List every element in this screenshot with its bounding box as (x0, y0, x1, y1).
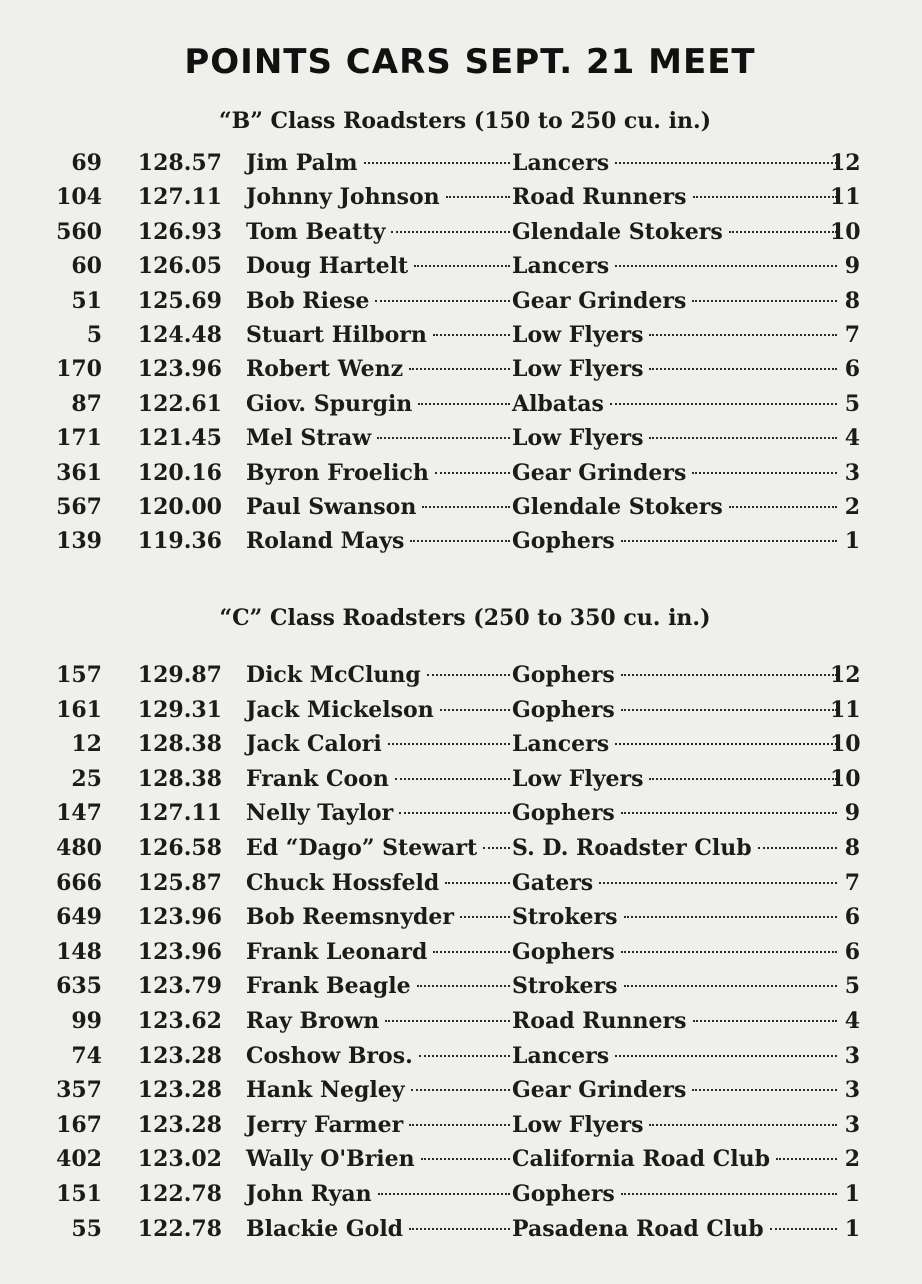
dot-leader (624, 985, 837, 987)
points-value: 12 (830, 662, 861, 688)
driver-cell (246, 249, 512, 283)
driver-cell (246, 900, 512, 934)
driver-name: Wally O'Brien (246, 1146, 415, 1173)
club-name: Gophers (512, 1180, 615, 1207)
club-cell (512, 1142, 839, 1176)
result-row (0, 146, 922, 180)
result-row (0, 421, 922, 455)
dot-leader (378, 1193, 510, 1195)
dot-leader (621, 1193, 837, 1195)
dot-leader (615, 162, 837, 164)
driver-cell (246, 456, 512, 490)
points-value: 5 (844, 973, 860, 1000)
speed-mph: 120.00 (137, 493, 222, 520)
club-name: Low Flyers (512, 1111, 644, 1138)
speed-mph: 121.45 (137, 425, 222, 452)
dot-leader (649, 1124, 837, 1126)
driver-name: Robert Wenz (246, 356, 404, 383)
result-row (0, 1108, 922, 1143)
driver-name: Bob Riese (246, 287, 370, 314)
dot-leader (615, 1055, 837, 1057)
club-name: Pasadena Road Club (512, 1215, 764, 1242)
dot-leader (422, 506, 510, 508)
club-name: California Road Club (512, 1146, 770, 1173)
result-row (0, 387, 922, 421)
dot-leader (409, 368, 510, 370)
driver-cell (246, 1004, 512, 1038)
points-value: 3 (844, 459, 860, 486)
dot-leader (385, 1020, 510, 1022)
driver-name: Doug Hartelt (246, 253, 409, 280)
dot-leader (409, 1228, 510, 1230)
dot-leader (435, 472, 510, 474)
dot-leader (621, 951, 837, 953)
driver-name: Mel Straw (246, 425, 372, 452)
driver-name: Jim Palm (246, 150, 358, 176)
dot-leader (419, 1055, 510, 1057)
car-number: 148 (56, 938, 102, 965)
club-cell (512, 1177, 839, 1211)
car-number: 402 (56, 1146, 102, 1173)
result-row (0, 693, 922, 728)
driver-name: Byron Froelich (246, 459, 429, 486)
dot-leader (624, 916, 837, 918)
car-number: 560 (56, 218, 102, 245)
dot-leader (445, 882, 510, 884)
points-value: 10 (830, 218, 861, 245)
result-row (0, 249, 922, 283)
driver-cell (246, 831, 512, 865)
driver-cell (246, 969, 512, 1003)
result-row (0, 796, 922, 831)
car-number: 55 (71, 1215, 102, 1242)
dot-leader (414, 265, 510, 267)
car-number: 147 (56, 800, 102, 827)
club-name: Low Flyers (512, 321, 644, 348)
driver-cell (246, 693, 512, 727)
result-row (0, 284, 922, 318)
car-number: 99 (71, 1007, 102, 1034)
car-number: 139 (56, 528, 102, 555)
speed-mph: 124.48 (137, 321, 222, 348)
dot-leader (391, 231, 510, 233)
club-name: Albatas (512, 390, 604, 417)
speed-mph: 125.87 (137, 869, 222, 896)
club-name: Road Runners (512, 184, 687, 211)
result-row (0, 727, 922, 762)
dot-leader (758, 847, 837, 849)
dot-leader (649, 334, 837, 336)
dot-leader (621, 540, 837, 542)
car-number: 60 (71, 253, 102, 280)
speed-mph: 126.05 (137, 253, 222, 280)
club-name: Gaters (512, 869, 594, 896)
points-value: 6 (844, 904, 860, 931)
points-value: 6 (844, 938, 860, 965)
driver-name: Jack Calori (246, 731, 382, 758)
dot-leader (421, 1158, 510, 1160)
driver-cell (246, 318, 512, 352)
section-heading-c-class: “C” Class Roadsters (250 to 350 cu. in.) (219, 605, 711, 631)
car-number: 5 (86, 321, 102, 348)
speed-mph: 128.57 (137, 150, 222, 176)
club-cell (512, 352, 839, 386)
club-cell (512, 318, 839, 352)
club-name: Strokers (512, 904, 618, 931)
car-number: 104 (56, 184, 102, 211)
speed-mph: 123.28 (137, 1111, 222, 1138)
driver-cell (246, 1073, 512, 1107)
driver-name: Ray Brown (246, 1007, 380, 1034)
page-title: POINTS CARS SEPT. 21 MEET (184, 42, 756, 82)
speed-mph: 123.96 (137, 356, 222, 383)
dot-leader (692, 300, 837, 302)
dot-leader (377, 437, 510, 439)
driver-cell (246, 658, 512, 692)
car-number: 170 (56, 356, 102, 383)
driver-cell (246, 180, 512, 214)
car-number: 480 (56, 834, 102, 861)
result-row (0, 762, 922, 797)
speed-mph: 123.79 (137, 973, 222, 1000)
dot-leader (649, 437, 837, 439)
points-value: 11 (830, 184, 861, 211)
results-list-b-class (0, 146, 922, 559)
driver-name: Chuck Hossfeld (246, 869, 440, 896)
points-value: 1 (844, 1180, 860, 1207)
driver-cell (246, 1108, 512, 1142)
driver-cell (246, 387, 512, 421)
speed-mph: 122.61 (137, 390, 222, 417)
club-name: Lancers (512, 150, 610, 176)
driver-cell (246, 421, 512, 455)
club-cell (512, 866, 839, 900)
dot-leader (427, 674, 510, 676)
driver-name: Tom Beatty (246, 218, 386, 245)
speed-mph: 127.11 (137, 184, 222, 211)
result-row (0, 935, 922, 970)
speed-mph: 123.96 (137, 904, 222, 931)
driver-name: Hank Negley (246, 1077, 405, 1104)
club-cell (512, 1073, 839, 1107)
dot-leader (729, 231, 837, 233)
points-value: 7 (844, 321, 860, 348)
club-cell (512, 146, 839, 180)
driver-name: Frank Beagle (246, 973, 411, 1000)
points-value: 10 (830, 731, 861, 758)
result-row (0, 1142, 922, 1177)
result-row (0, 969, 922, 1004)
points-value: 6 (844, 356, 860, 383)
speed-mph: 129.87 (137, 662, 222, 688)
club-name: Strokers (512, 973, 618, 1000)
club-name: S. D. Roadster Club (512, 834, 752, 861)
driver-cell (246, 352, 512, 386)
dot-leader (776, 1158, 837, 1160)
dot-leader (440, 709, 510, 711)
club-cell (512, 900, 839, 934)
dot-leader (399, 812, 510, 814)
driver-name: Paul Swanson (246, 493, 417, 520)
dot-leader (417, 985, 510, 987)
results-list-c-class (0, 658, 922, 1246)
driver-cell (246, 1142, 512, 1176)
club-name: Gear Grinders (512, 287, 687, 314)
points-value: 2 (844, 1146, 860, 1173)
club-cell (512, 796, 839, 830)
driver-cell (246, 284, 512, 318)
club-name: Low Flyers (512, 425, 644, 452)
club-cell (512, 727, 839, 761)
club-name: Gophers (512, 938, 615, 965)
dot-leader (395, 778, 510, 780)
club-name: Low Flyers (512, 356, 644, 383)
points-value: 3 (844, 1111, 860, 1138)
result-row (0, 215, 922, 249)
dot-leader (693, 1020, 838, 1022)
driver-cell (246, 935, 512, 969)
driver-name: Frank Coon (246, 765, 389, 792)
club-cell (512, 831, 839, 865)
result-row (0, 658, 922, 693)
section-heading-b-class: “B” Class Roadsters (150 to 250 cu. in.) (218, 108, 712, 134)
driver-name: John Ryan (246, 1180, 372, 1207)
driver-cell (246, 762, 512, 796)
dot-leader (410, 540, 510, 542)
driver-cell (246, 490, 512, 524)
points-value: 11 (830, 696, 861, 723)
club-cell (512, 693, 839, 727)
speed-mph: 125.69 (137, 287, 222, 314)
points-value: 4 (844, 1007, 860, 1034)
speed-mph: 123.02 (137, 1146, 222, 1173)
result-row (0, 456, 922, 490)
dot-leader (433, 334, 510, 336)
speed-mph: 126.93 (137, 218, 222, 245)
dot-leader (460, 916, 510, 918)
result-row (0, 318, 922, 352)
car-number: 666 (56, 869, 102, 896)
driver-cell (246, 796, 512, 830)
speed-mph: 122.78 (137, 1180, 222, 1207)
speed-mph: 129.31 (137, 696, 222, 723)
points-value: 1 (844, 1215, 860, 1242)
dot-leader (621, 812, 837, 814)
result-row (0, 1073, 922, 1108)
dot-leader (729, 506, 837, 508)
dot-leader (621, 709, 837, 711)
car-number: 87 (71, 390, 102, 417)
points-value: 4 (844, 425, 860, 452)
car-number: 357 (56, 1077, 102, 1104)
car-number: 171 (56, 425, 102, 452)
dot-leader (649, 778, 837, 780)
points-value: 5 (844, 390, 860, 417)
points-value: 12 (830, 150, 861, 176)
club-cell (512, 180, 839, 214)
result-row (0, 866, 922, 901)
points-value: 2 (844, 493, 860, 520)
points-value: 7 (844, 869, 860, 896)
driver-name: Coshow Bros. (246, 1042, 413, 1069)
club-cell (512, 249, 839, 283)
club-name: Glendale Stokers (512, 218, 723, 245)
points-value: 9 (844, 800, 860, 827)
dot-leader (649, 368, 837, 370)
speed-mph: 123.96 (137, 938, 222, 965)
dot-leader (692, 472, 837, 474)
club-cell (512, 490, 839, 524)
speed-mph: 128.38 (137, 731, 222, 758)
club-cell (512, 215, 839, 249)
car-number: 69 (71, 150, 102, 176)
club-cell (512, 935, 839, 969)
speed-mph: 127.11 (137, 800, 222, 827)
driver-cell (246, 146, 512, 180)
club-name: Lancers (512, 253, 610, 280)
dot-leader (409, 1124, 510, 1126)
dot-leader (610, 403, 837, 405)
dot-leader (375, 300, 510, 302)
driver-name: Nelly Taylor (246, 800, 394, 827)
driver-name: Stuart Hilborn (246, 321, 427, 348)
result-row (0, 490, 922, 524)
result-row (0, 1212, 922, 1247)
driver-cell (246, 1177, 512, 1211)
car-number: 25 (71, 765, 102, 792)
speed-mph: 123.62 (137, 1007, 222, 1034)
dot-leader (411, 1089, 510, 1091)
club-name: Gophers (512, 800, 615, 827)
dot-leader (364, 162, 510, 164)
speed-mph: 122.78 (137, 1215, 222, 1242)
speed-mph: 128.38 (137, 765, 222, 792)
driver-name: Johnny Johnson (246, 184, 440, 211)
club-cell (512, 284, 839, 318)
dot-leader (433, 951, 510, 953)
dot-leader (483, 847, 510, 849)
dot-leader (418, 403, 510, 405)
speed-mph: 120.16 (137, 459, 222, 486)
club-name: Lancers (512, 731, 610, 758)
result-row (0, 1039, 922, 1074)
result-row (0, 524, 922, 558)
result-row (0, 1004, 922, 1039)
club-name: Road Runners (512, 1007, 687, 1034)
club-cell (512, 1039, 839, 1073)
club-cell (512, 762, 839, 796)
car-number: 567 (56, 493, 102, 520)
dot-leader (599, 882, 837, 884)
driver-name: Jack Mickelson (246, 696, 434, 723)
points-value: 8 (844, 834, 860, 861)
club-name: Lancers (512, 1042, 610, 1069)
club-cell (512, 1108, 839, 1142)
car-number: 151 (56, 1180, 102, 1207)
result-row (0, 1177, 922, 1212)
club-cell (512, 456, 839, 490)
speed-mph: 119.36 (137, 528, 222, 555)
club-cell (512, 658, 839, 692)
result-row (0, 900, 922, 935)
club-cell (512, 387, 839, 421)
points-value: 3 (844, 1077, 860, 1104)
driver-name: Jerry Farmer (246, 1111, 404, 1138)
driver-cell (246, 215, 512, 249)
dot-leader (446, 196, 510, 198)
club-name: Low Flyers (512, 765, 644, 792)
dot-leader (693, 196, 838, 198)
club-cell (512, 1004, 839, 1038)
result-row (0, 352, 922, 386)
dot-leader (615, 743, 837, 745)
speed-mph: 123.28 (137, 1077, 222, 1104)
dot-leader (692, 1089, 837, 1091)
points-value: 3 (844, 1042, 860, 1069)
car-number: 361 (56, 459, 102, 486)
car-number: 635 (56, 973, 102, 1000)
speed-mph: 126.58 (137, 834, 222, 861)
dot-leader (615, 265, 837, 267)
club-name: Gophers (512, 528, 615, 555)
points-value: 1 (844, 528, 860, 555)
club-name: Glendale Stokers (512, 493, 723, 520)
car-number: 157 (56, 662, 102, 688)
driver-cell (246, 1212, 512, 1246)
driver-cell (246, 1039, 512, 1073)
club-name: Gear Grinders (512, 1077, 687, 1104)
driver-name: Dick McClung (246, 662, 421, 688)
driver-name: Giov. Spurgin (246, 390, 413, 417)
driver-cell (246, 524, 512, 558)
car-number: 161 (56, 696, 102, 723)
driver-name: Ed “Dago” Stewart (246, 834, 478, 861)
club-cell (512, 421, 839, 455)
club-cell (512, 1212, 839, 1246)
driver-name: Blackie Gold (246, 1215, 404, 1242)
speed-mph: 123.28 (137, 1042, 222, 1069)
driver-name: Roland Mays (246, 528, 405, 555)
club-cell (512, 524, 839, 558)
car-number: 51 (71, 287, 102, 314)
club-name: Gophers (512, 662, 615, 688)
club-name: Gophers (512, 696, 615, 723)
car-number: 167 (56, 1111, 102, 1138)
club-name: Gear Grinders (512, 459, 687, 486)
result-row (0, 831, 922, 866)
points-value: 8 (844, 287, 860, 314)
driver-name: Frank Leonard (246, 938, 428, 965)
driver-cell (246, 727, 512, 761)
car-number: 12 (71, 731, 102, 758)
result-row (0, 180, 922, 214)
driver-name: Bob Reemsnyder (246, 904, 455, 931)
driver-cell (246, 866, 512, 900)
club-cell (512, 969, 839, 1003)
points-value: 10 (830, 765, 861, 792)
car-number: 649 (56, 904, 102, 931)
dot-leader (621, 674, 837, 676)
dot-leader (770, 1228, 837, 1230)
car-number: 74 (71, 1042, 102, 1069)
points-value: 9 (844, 253, 860, 280)
dot-leader (388, 743, 510, 745)
